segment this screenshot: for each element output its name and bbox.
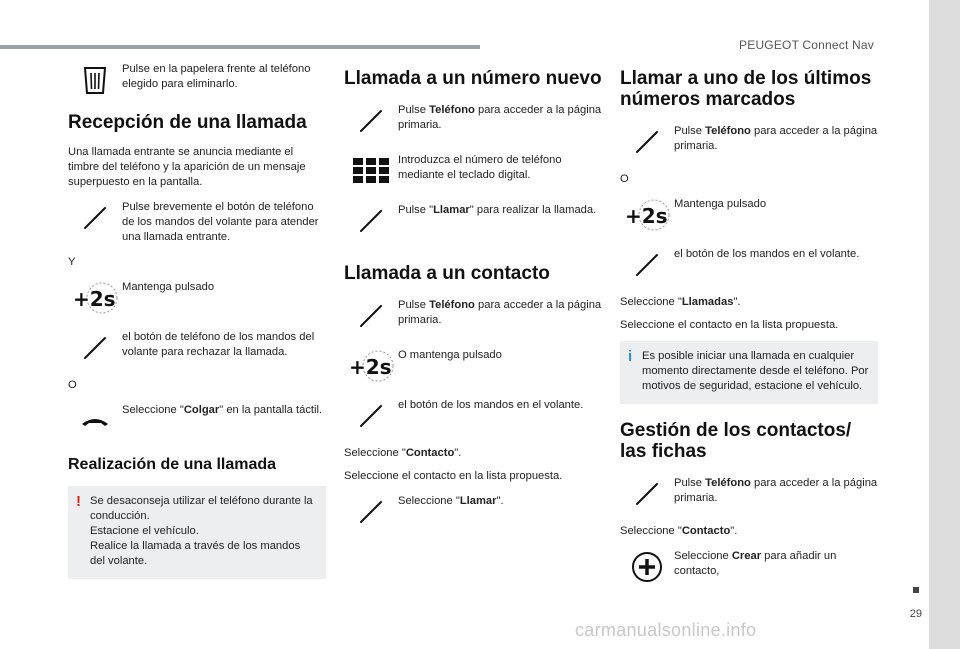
phone-icon [68, 328, 122, 368]
svg-text:+2s: +2s [625, 204, 668, 228]
warning-box [68, 486, 326, 579]
hold-2s-icon [344, 346, 398, 386]
hold-text: Mantenga pulsado [674, 198, 767, 210]
tel-step [344, 101, 602, 141]
ultimos-title: Llamar a uno de los últimos números marcados [620, 68, 872, 110]
phone-icon [344, 296, 398, 336]
warning-line: Realice la llamada a través de los mandos del volante. [90, 540, 301, 567]
recepcion-intro: Una llamada entrante se anuncia mediante el timbre del teléfono y la aparición de un mensaje superpuesto en la pantalla. [68, 146, 306, 188]
reject-text: el botón de teléfono de los mandos del volante para rechazar la llamada. [122, 331, 315, 358]
wheel-step [344, 396, 602, 436]
page-number: 29 [909, 608, 922, 620]
realizacion-title: Realización de una llamada [68, 456, 277, 473]
reject-step [68, 328, 326, 368]
nuevo-title: Llamada a un número nuevo [344, 68, 602, 89]
tel-step [620, 122, 878, 162]
sel-contacto: Seleccione "Contacto". [620, 525, 738, 537]
trash-step [68, 60, 326, 100]
svg-text:+2s: +2s [349, 355, 392, 379]
trash-text: Pulse en la papelera frente al teléfono elegido para eliminarlo. [122, 63, 311, 90]
llamar-text: Pulse "Llamar" para realizar la llamada. [398, 204, 597, 216]
answer-text: Pulse brevemente el botón de teléfono de los mandos del volante para atender una llamada entrante. [122, 201, 319, 243]
sel-contacto: Seleccione "Contacto". [344, 447, 462, 459]
column-1 [68, 60, 326, 591]
tel2-step [344, 296, 602, 336]
phone-icon [344, 492, 398, 532]
tel-text: Pulse Teléfono para acceder a la página primaria. [398, 104, 602, 131]
brand-label: PEUGEOT Connect Nav [739, 38, 874, 52]
tel2-text: Pulse Teléfono para acceder a la página primaria. [398, 299, 602, 326]
sel-list: Seleccione el contacto en la lista propuesta. [620, 319, 839, 331]
gestion-title: Gestión de los contactos/ las fichas [620, 420, 852, 462]
hold-step [620, 195, 878, 235]
trash-icon [68, 60, 122, 100]
hold-text: Mantenga pulsado [122, 281, 215, 293]
phone-icon [344, 201, 398, 241]
svg-text:+2s: +2s [73, 287, 116, 311]
warning-line: Estacione el vehículo. [90, 525, 199, 537]
phone-icon [620, 245, 674, 285]
tel2-step [620, 474, 878, 514]
sel-llamar-step [344, 492, 602, 532]
wheel-step [620, 245, 878, 285]
or-o-label: O [620, 173, 629, 185]
continue-marker [913, 587, 919, 593]
info-icon: i [628, 348, 633, 365]
contacto-title: Llamada a un contacto [344, 263, 550, 284]
llamar-step [344, 201, 602, 241]
keypad-icon [344, 151, 398, 191]
phone-icon [344, 396, 398, 436]
hold-text: O mantenga pulsado [398, 349, 502, 361]
tel2-text: Pulse Teléfono para acceder a la página primaria. [674, 477, 878, 504]
warning-line: Se desaconseja utilizar el teléfono durante la conducción. [90, 495, 313, 522]
tel-text: Pulse Teléfono para acceder a la página primaria. [674, 125, 878, 152]
column-3 [620, 60, 878, 597]
sel-list: Seleccione el contacto en la lista propuesta. [344, 470, 563, 482]
or-y-label: Y [68, 256, 76, 268]
sel-llamadas: Seleccione "Llamadas". [620, 296, 741, 308]
info-box [620, 341, 878, 404]
keypad-step [344, 151, 602, 191]
hangup-step [68, 401, 326, 441]
warning-icon: ! [76, 493, 81, 510]
phone-icon [344, 101, 398, 141]
hold-2s-icon [68, 278, 122, 318]
wheel-text: el botón de los mandos en el volante. [674, 248, 860, 260]
or-o-label: O [68, 379, 77, 391]
recepcion-title: Recepción de una llamada [68, 112, 307, 133]
phone-icon [68, 198, 122, 238]
phone-icon [620, 122, 674, 162]
hold-2s-icon [620, 195, 674, 235]
phone-icon [620, 474, 674, 514]
crear-text: Seleccione Crear para añadir un contacto, [674, 550, 837, 577]
header-rule [0, 45, 480, 49]
wheel-text: el botón de los mandos en el volante. [398, 399, 584, 411]
add-circle-icon [620, 547, 674, 587]
info-text: Es posible iniciar una llamada en cualquier momento directamente desde el teléfono. Por motivos de seguridad, estacione el vehículo. [642, 350, 869, 392]
crear-step [620, 547, 878, 587]
hangup-text: Seleccione "Colgar" en la pantalla táctil. [122, 404, 323, 416]
column-2 [344, 60, 602, 542]
hangup-icon [68, 401, 122, 441]
keypad-text: Introduzca el número de teléfono mediante el teclado digital. [398, 154, 562, 181]
hold-step [68, 278, 326, 318]
answer-step [68, 198, 326, 245]
page-sidebar [929, 0, 960, 649]
watermark: carmanualsonline.info [575, 620, 757, 640]
hold-step [344, 346, 602, 386]
sel-llamar-text: Seleccione "Llamar". [398, 495, 504, 507]
